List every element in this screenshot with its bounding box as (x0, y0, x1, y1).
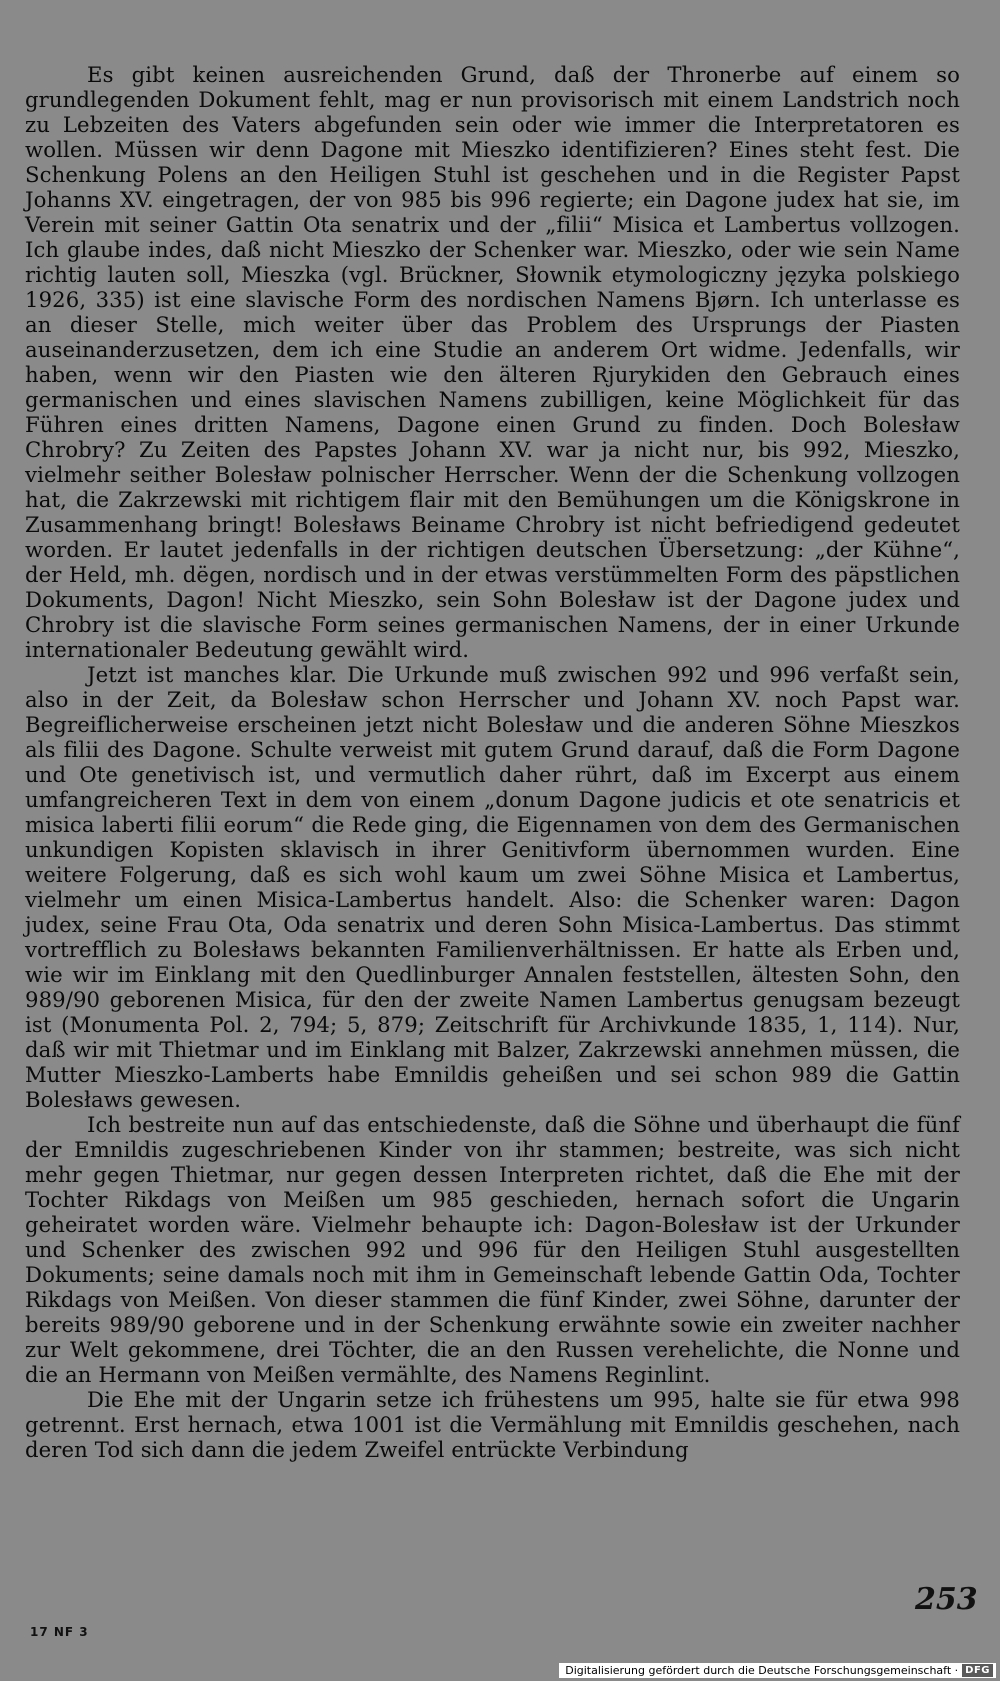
printer-signature: 17 NF 3 (30, 1625, 89, 1639)
paragraph-3: Ich bestreite nun auf das entschiedenste, daß die Söhne und überhaupt die fünf der Emnildis zugeschriebenen Kinder von ihr stammen; bestreite, was sich nicht mehr gegen Thietmar, nur gegen dessen Interpreten richtet, daß die Ehe mit der Tochter Rikdags von Meißen um 985 geschieden, hernach sofort die Ungarin geheiratet worden wäre. Vielmehr behaupte ich: Dagon-Bolesław ist der Urkunder und Schenker des zwischen 992 und 996 für den Heiligen Stuhl ausgestellten Dokuments; seine damals noch mit ihm in Gemeinschaft lebende Gattin Oda, Tochter Rikdags von Meißen. Von dieser stammen die fünf Kinder, zwei Söhne, darunter der bereits 989/90 geborene und in der Schenkung erwähnte sowie ein zweiter nachher zur Welt gekommene, drei Töchter, die an den Russen verehelichte, die Nonne und die an Hermann von Meißen vermählte, des Namens Reginlint. (25, 1112, 960, 1387)
page-number: 253 (915, 1582, 978, 1617)
paragraph-1: Es gibt keinen ausreichenden Grund, daß der Thronerbe auf einem so grundlegenden Dokument fehlt, mag er nun provisorisch mit einem Landstrich noch zu Lebzeiten des Vaters abgefunden sein oder wie immer die Interpretatoren es wollen. Müssen wir denn Dagone mit Mieszko identifizieren? Eines steht fest. Die Schenkung Polens an den Heiligen Stuhl ist geschehen und in die Register Papst Johanns XV. eingetragen, der von 985 bis 996 regierte; ein Dagone judex hat sie, im Verein mit seiner Gattin Ota senatrix und der „filii“ Misica et Lambertus vollzogen. Ich glaube indes, daß nicht Mieszko der Schenker war. Mieszko, oder wie sein Name richtig lauten soll, Mieszka (vgl. Brückner, Słownik etymologiczny języka polskiego 1926, 335) ist eine slavische Form des nordischen Namens Bjørn. Ich unterlasse es an dieser Stelle, mich weiter über das Problem des Ursprungs der Piasten auseinanderzusetzen, dem ich eine Studie an anderem Ort widme. Jedenfalls, wir haben, wenn wir den Piasten wie den älteren Rjurykiden den Gebrauch eines germanischen und eines slavischen Namens zubilligen, keine Möglichkeit für das Führen eines dritten Namens, Dagone einen Grund zu finden. Doch Bolesław Chrobry? Zu Zeiten des Papstes Johann XV. war ja nicht nur, bis 992, Mieszko, vielmehr seither Bolesław polnischer Herrscher. Wenn der die Schenkung vollzogen hat, die Zakrzewski mit richtigem flair mit den Bemühungen um die Königskrone in Zusammenhang bringt! Bolesławs Beiname Chrobry ist nicht befriedigend gedeutet worden. Er lautet jedenfalls in der richtigen deutschen Übersetzung: „der Kühne“, der Held, mh. dëgen, nordisch und in der etwas verstümmelten Form des päpstlichen Dokuments, Dagon! Nicht Mieszko, sein Sohn Bolesław ist der Dagone judex und Chrobry ist die slavische Form seines germanischen Namens, der in einer Urkunde internationaler Bedeutung gewählt wird. (25, 62, 960, 662)
paragraph-2: Jetzt ist manches klar. Die Urkunde muß zwischen 992 und 996 verfaßt sein, also in der Zeit, da Bolesław schon Herrscher und Johann XV. noch Papst war. Begreiflicherweise erscheinen jetzt nicht Bolesław und die anderen Söhne Mieszkos als filii des Dagone. Schulte verweist mit gutem Grund darauf, daß die Form Dagone und Ote genetivisch ist, und vermutlich daher rührt, daß im Excerpt aus einem umfangreicheren Text in dem von einem „donum Dagone judicis et ote senatricis et misica laberti filii eorum“ die Rede ging, die Eigennamen von dem des Germanischen unkundigen Kopisten sklavisch in ihrer Genitivform übernommen wurden. Eine weitere Folgerung, daß es sich wohl kaum um zwei Söhne Misica et Lambertus, vielmehr um einen Misica-Lambertus handelt. Also: die Schenker waren: Dagon judex, seine Frau Ota, Oda senatrix und deren Sohn Misica-Lambertus. Das stimmt vortrefflich zu Bolesławs bekannten Familienverhältnissen. Er hatte als Erben und, wie wir im Einklang mit den Quedlinburger Annalen feststellen, ältesten Sohn, den 989/90 geborenen Misica, für den der zweite Namen Lambertus genugsam bezeugt ist (Monumenta Pol. 2, 794; 5, 879; Zeitschrift für Archivkunde 1835, 1, 114). Nur, daß wir mit Thietmar und im Einklang mit Balzer, Zakrzewski annehmen müssen, die Mutter Mieszko-Lamberts habe Emnildis geheißen und sei schon 989 die Gattin Bolesławs gewesen. (25, 662, 960, 1112)
digitization-footer (559, 1663, 996, 1678)
dfg-logo-icon: DFG (962, 1664, 993, 1677)
footer-text: Digitalisierung gefördert durch die Deutsche Forschungsgemeinschaft · (565, 1664, 959, 1677)
page-text-block (25, 62, 960, 1462)
paragraph-4: Die Ehe mit der Ungarin setze ich frühestens um 995, halte sie für etwa 998 getrennt. Erst hernach, etwa 1001 ist die Vermählung mit Emnildis geschehen, nach deren Tod sich dann die jedem Zweifel entrückte Verbindung (25, 1387, 960, 1462)
